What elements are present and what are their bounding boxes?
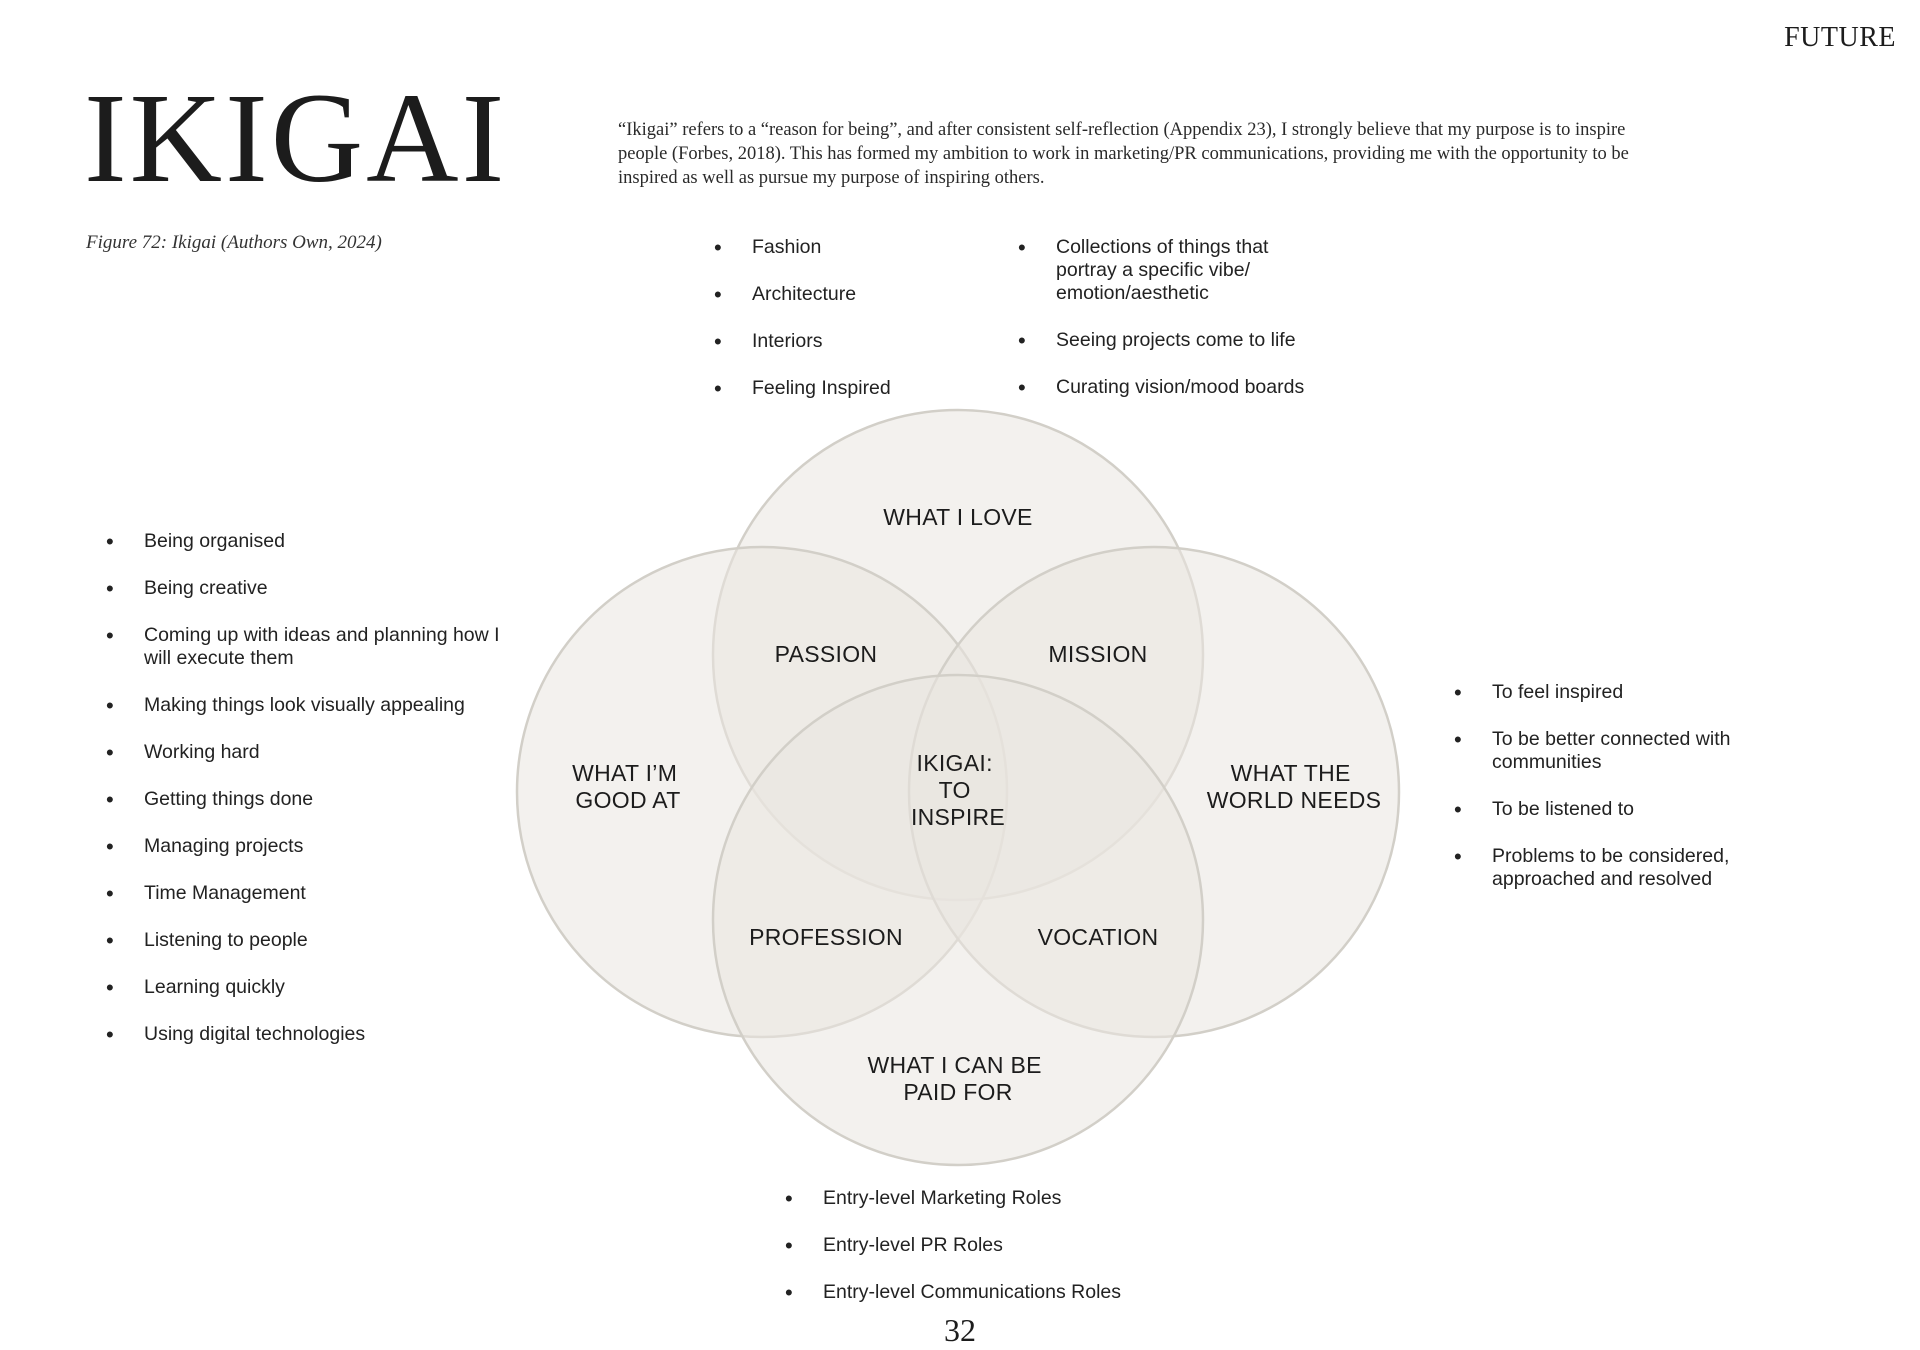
label-what-im-good-at: WHAT I’M GOOD AT	[572, 760, 681, 813]
list-item: • Entry-level Marketing Roles	[783, 1187, 1203, 1210]
label-profession: PROFESSION	[749, 924, 903, 950]
page-number: 32	[944, 1312, 976, 1348]
list-item: • To be listened to	[1452, 798, 1782, 821]
intro-paragraph: “Ikigai” refers to a “reason for being”, and after consistent self-reflection (Appendix 23), I strongly believe that my purpose is to inspire people (Forbes, 2018). This has formed my ambition to work in marketing/PR communications, providing me with the opportunity to be inspired as well as pursue my purpose of inspiring others.	[618, 120, 1629, 188]
list-item: • Entry-level Communications Roles	[783, 1281, 1203, 1304]
label-passion: PASSION	[774, 641, 878, 667]
list-item: • Being organised	[104, 530, 504, 553]
list-item: • Feeling Inspired	[712, 377, 972, 400]
label-mission: MISSION	[1048, 641, 1148, 667]
page-title: IKIGAI	[84, 67, 508, 209]
list-item: • Managing projects	[104, 835, 504, 858]
list-item: • Making things look visually appealing	[104, 694, 504, 717]
list-item: • Curating vision/mood boards	[1016, 376, 1316, 399]
label-what-the-world-needs: WHAT THE WORLD NEEDS	[1206, 760, 1382, 813]
list-item: • Problems to be considered, approached and resolved	[1452, 845, 1782, 891]
label-ikigai-center: IKIGAI: TO INSPIRE	[910, 750, 1006, 830]
list-item: • Coming up with ideas and planning how I will execute them	[104, 624, 504, 670]
list-item: • Being creative	[104, 577, 504, 600]
figure-caption: Figure 72: Ikigai (Authors Own, 2024)	[86, 232, 382, 253]
list-item: • To feel inspired	[1452, 681, 1782, 704]
list-item: • Getting things done	[104, 788, 504, 811]
list-item: • Architecture	[712, 283, 972, 306]
list-item: • Seeing projects come to life	[1016, 329, 1316, 352]
list-item: • Entry-level PR Roles	[783, 1234, 1203, 1257]
list-item: • To be better connected with communities	[1452, 728, 1782, 774]
list-item: • Fashion	[712, 236, 972, 259]
list-item: • Interiors	[712, 330, 972, 353]
label-what-i-love: WHAT I LOVE	[883, 504, 1033, 530]
section-label: FUTURE	[1784, 22, 1896, 53]
list-item: • Learning quickly	[104, 976, 504, 999]
list-item: • Time Management	[104, 882, 504, 905]
list-item: • Working hard	[104, 741, 504, 764]
list-item: • Collections of things that portray a specific vibe/ emotion/aesthetic	[1016, 236, 1316, 305]
list-item: • Listening to people	[104, 929, 504, 952]
label-what-i-can-be-paid-for: WHAT I CAN BE PAID FOR	[867, 1052, 1042, 1105]
list-item: • Using digital technologies	[104, 1023, 504, 1046]
label-vocation: VOCATION	[1037, 924, 1159, 950]
